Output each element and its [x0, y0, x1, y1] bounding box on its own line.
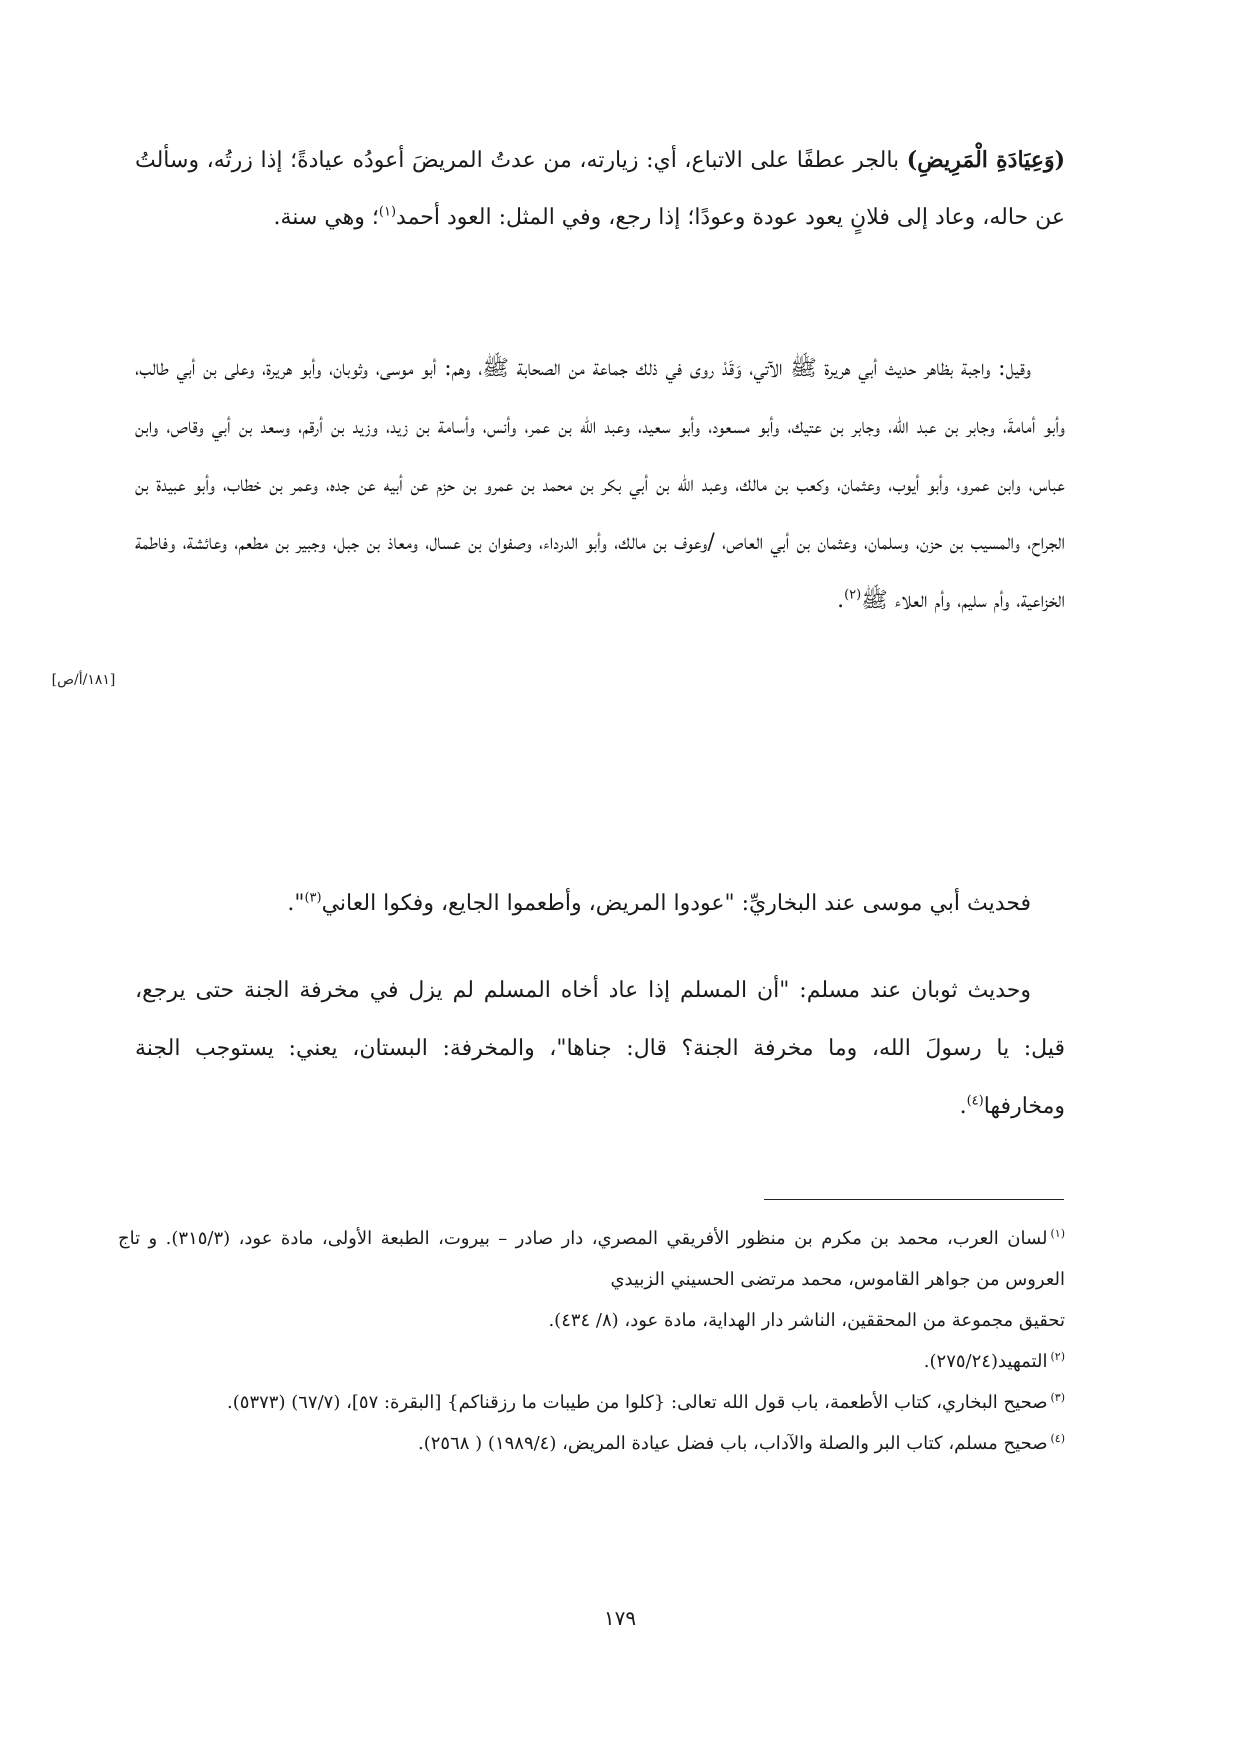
manuscript-folio-marker: [١٨١/أ/ص] — [51, 672, 116, 688]
footnote-ref-4[interactable]: (٤) — [966, 1093, 984, 1109]
paragraph-3-tail: ". — [287, 891, 305, 916]
footnote-4 — [118, 1423, 1065, 1464]
paragraph-4 — [135, 962, 1065, 1136]
page-number: ١٧٩ — [603, 1606, 637, 1630]
footnote-number: (٣) — [1050, 1391, 1065, 1404]
footnote-number: (٤) — [1050, 1432, 1065, 1445]
footnote-text: التمهيد(٢٧٥/٢٤). — [923, 1351, 1048, 1372]
paragraph-1-text: بالجر عطفًا على الاتباع، أي: زيارته، من عدتُ المريضَ أعودُه عيادةً؛ إذا زرتُه، وسألتُ عن حاله، وعاد إلى فلانٍ يعود عودة وعودًا؛ إذا رجع، وفي المثل: العود أحمد — [135, 148, 1065, 230]
footnotes — [118, 1218, 1065, 1464]
paragraph-3-text: فحديث أبي موسى عند البخاريِّ: "عودوا المريض، وأطعموا الجايع، وفكوا العاني — [321, 891, 1031, 916]
paragraph-2-tail: . — [837, 588, 845, 613]
footnote-number: (١) — [1050, 1227, 1065, 1240]
paragraph-2-text: وقيل: واجبة بظاهر حديث أبي هريرة ﷺ الآتي، وَقَدْ روى في ذلك جماعة من الصحابة ﷺ، وهم: أبو موسى، وثوبان، وأبو هريرة، وعلى بن أبي طالب، وأبو أمامةَ، وجابر بن عبد الله، وجابر بن عتيك، وأبو مسعود، وأبو سعيد، وعبد الله بن عمر، وأنس، وأسامة بن زيد، وزيد بن أرقم، وسعد بن أبي وقاص، وابن عباس، وابن عمرو، وأبو أيوب، وعثمان، وكعب بن مالك، وعبد الله بن أبي بكر بن محمد بن عمرو بن حزم عن أبيه عن جده، وعمر بن خطاب، وأبو عبيدة بن الجراح، والمسيب بن حزن، وسلمان، وعثمان بن أبي العاص، /وعوف بن مالك، وأبو الدرداء، وصفوان بن عسال، ومعاذ بن جبل، وجبير بن مطعم، وعائشة، وفاطمة الخزاعية، وأم سليم، وأم العلاء ﷺ — [135, 356, 1065, 613]
footnote-3 — [118, 1382, 1065, 1423]
paragraph-3 — [135, 878, 1065, 930]
paragraph-1 — [135, 132, 1065, 246]
paragraph-4-text: وحديث ثوبان عند مسلم: "أن المسلم إذا عاد أخاه المسلم لم يزل في مخرفة الجنة حتى يرجع، قيل: يا رسولَ الله، وما مخرفة الجنة؟ قال: جناها"، والمخرفة: البستان، يعني: يستوجب الجنة ومخارفها — [135, 978, 1065, 1119]
footnote-ref-2[interactable]: (٢) — [844, 587, 862, 603]
footnote-text: لسان العرب، محمد بن مكرم بن منظور الأفريقي المصري، دار صادر – بيروت، الطبعة الأولى، مادة عود، (٣١٥/٣). و تاج العروس من جواهر القاموس، محمد مرتضى الحسيني الزبيدي — [118, 1228, 1065, 1290]
footnote-text: صحيح مسلم، كتاب البر والصلة والآداب، باب فضل عيادة المريض، (١٩٨٩/٤) ( ٢٥٦٨). — [418, 1433, 1048, 1454]
footnote-number: (٢) — [1050, 1350, 1065, 1363]
paragraph-2 — [135, 340, 1065, 630]
footnote-1-continuation — [118, 1300, 1065, 1341]
paragraph-1-tail: ؛ وهي سنة. — [273, 205, 379, 230]
footnote-1 — [118, 1218, 1065, 1300]
headword: (وَعِيَادَةِ الْمَرِيضِ) — [906, 147, 1065, 173]
paragraph-4-tail: . — [959, 1094, 967, 1119]
footnote-text: تحقيق مجموعة من المحققين، الناشر دار الهداية، مادة عود، (٨/ ٤٣٤). — [548, 1310, 1065, 1331]
footnote-ref-1[interactable]: (١) — [378, 204, 397, 220]
footnote-ref-3[interactable]: (٣) — [304, 890, 322, 906]
footnote-2 — [118, 1341, 1065, 1382]
footnote-separator — [764, 1199, 1064, 1200]
footnote-text: صحيح البخاري، كتاب الأطعمة، باب قول الله تعالى: {كلوا من طيبات ما رزقناكم} [البقرة: ٥٧]، (٦٧/٧) (٥٣٧٣). — [227, 1392, 1048, 1413]
